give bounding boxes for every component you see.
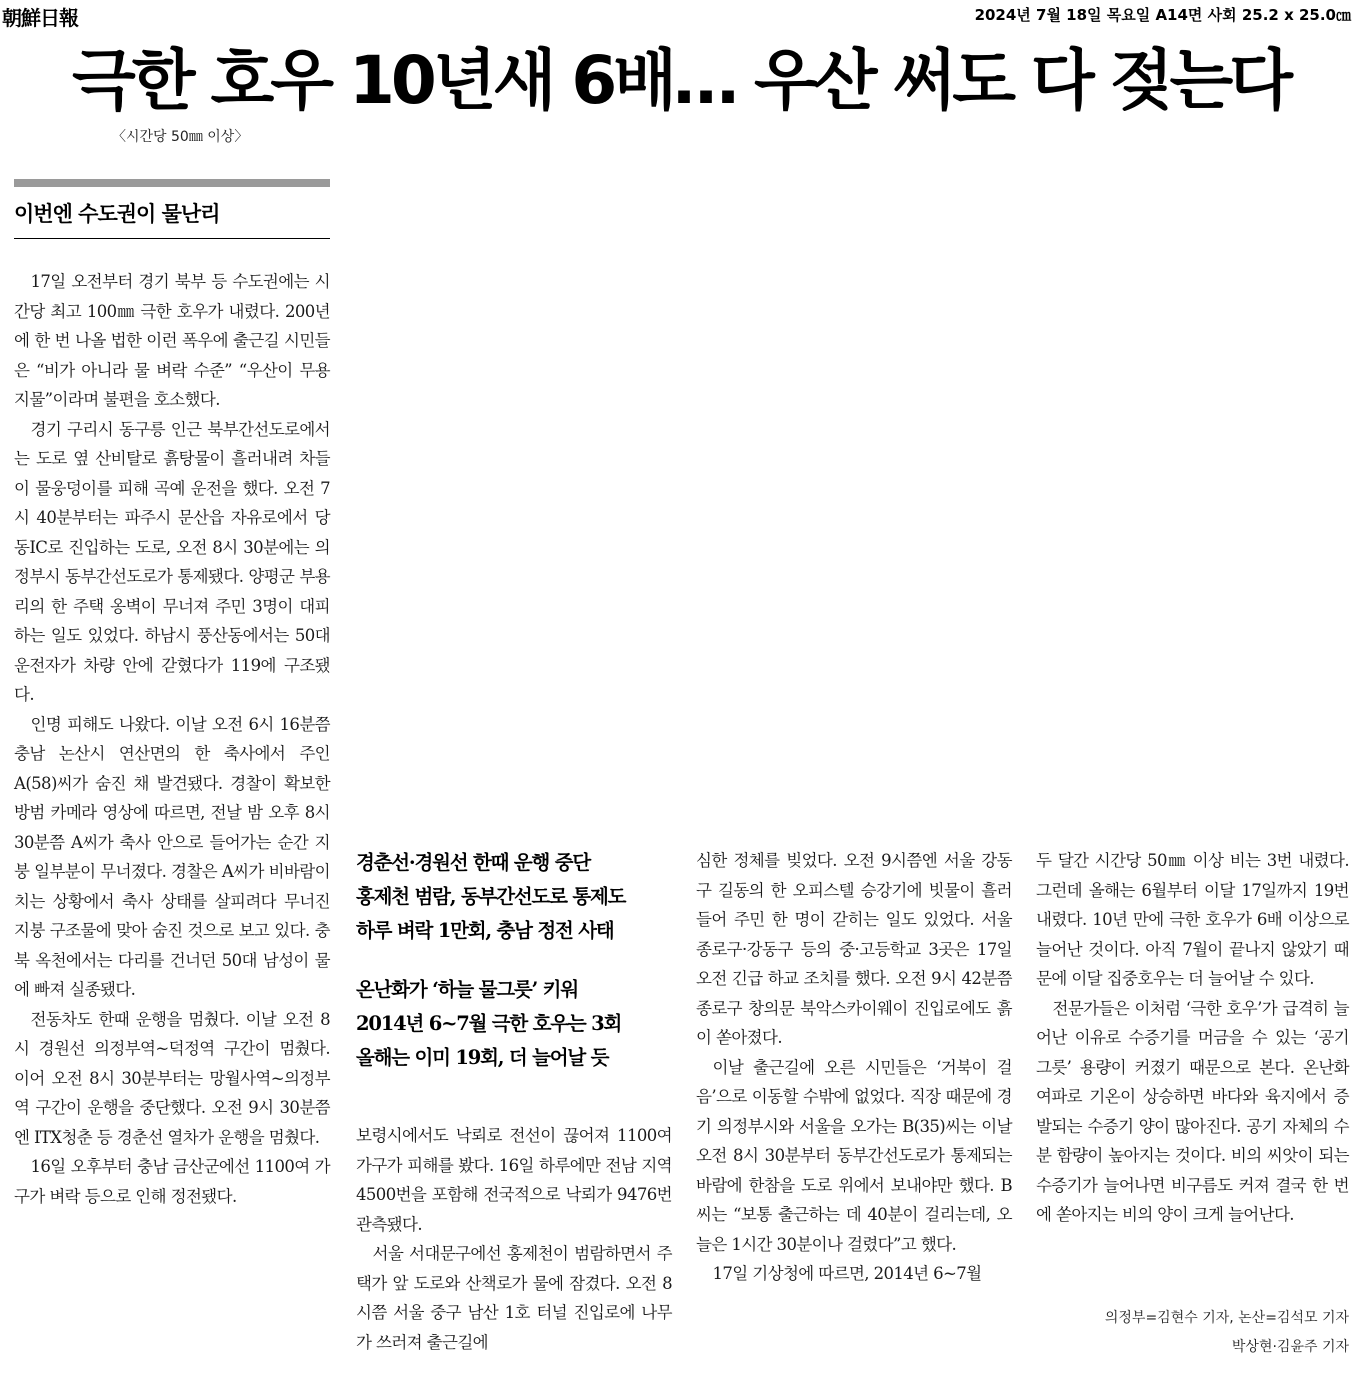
paragraph: 경기 구리시 동구릉 인근 북부간선도로에서는 도로 옆 산비탈로 흙탕물이 흘러내려 차들이 물웅덩이를 피해 곡예 운전을 했다. 오전 7시 40분부터는 파주시 문산읍 자유로에서 당동IC로 진입하는 도로, 오전 8시 30분에는 의정부시 동부간선도로가 통제됐다. 양평군 부용리의 한 주택 옹벽이 무너져 주민 3명이 대피하는 일도 있었다. 하남시 풍산동에서는 50대 운전자가 차량 안에 갇혔다가 119에 구조됐다.: [14, 419, 330, 704]
paragraph: 17일 오전부터 경기 북부 등 수도권에는 시간당 최고 100㎜ 극한 호우가 내렸다. 200년에 한 번 나올 법한 이런 폭우에 출근길 시민들은 “비가 아니라 물 벼락 수준” “우산이 무용지물”이라며 불편을 호소했다.: [14, 272, 330, 409]
paragraph: 심한 정체를 빚었다. 오전 9시쯤엔 서울 강동구 길동의 한 오피스텔 승강기에 빗물이 흘러들어 주민 한 명이 갇히는 일도 있었다. 서울 종로구·강동구 등의 중·고등학교 3곳은 17일 오전 긴급 하교 조치를 했다. 오전 9시 42분쯤 종로구 창의문 북악스카이웨이 진입로에도 흙이 쏟아졌다.: [696, 851, 1012, 1047]
paragraph: 전동차도 한때 운행을 멈췄다. 이날 오전 8시 경원선 의정부역~덕정역 구간이 멈췄다. 이어 오전 8시 30분부터는 망월사역~의정부역 구간이 운행을 중단했다. 오전 9시 30분쯤엔 ITX청춘 등 경춘선 열차가 운행을 멈췄다.: [14, 1009, 330, 1147]
paragraph: 전문가들은 이처럼 ‘극한 호우’가 급격히 늘어난 이유로 수증기를 머금을 수 있는 ‘공기 그릇’ 용량이 커졌기 때문으로 본다. 온난화 여파로 기온이 상승하면 바다와 육지에서 증발되는 수증기 양이 많아진다. 공기 자체의 수분 함량이 높아지는 것이다. 비의 씨앗이 되는 수증기가 늘어나면 비구름도 커져 결국 한 번에 쏟아지는 비의 양이 크게 늘어난다.: [1036, 998, 1349, 1224]
headline: 극한 호우 10년새 6배… 우산 써도 다 젖는다: [72, 42, 1289, 119]
subhead-rule: [14, 238, 330, 239]
article-column-4: [1036, 846, 1349, 1230]
subhead: 이번엔 수도권이 물난리: [14, 202, 220, 226]
paragraph: 16일 오후부터 충남 금산군에선 1100여 가구가 벼락 등으로 인해 정전됐다.: [14, 1157, 330, 1206]
deck-group-2: [356, 973, 674, 1075]
deck-line: 하루 벼락 1만회, 충남 정전 사태: [356, 919, 614, 942]
paragraph: 서울 서대문구에선 홍제천이 범람하면서 주택가 앞 도로와 산책로가 물에 잠겼다. 오전 8시쯤 서울 중구 남산 1호 터널 진입로에 나무가 쓰러져 출근길에: [356, 1244, 672, 1352]
paragraph: 인명 피해도 나왔다. 이날 오전 6시 16분쯤 충남 논산시 연산면의 한 축사에서 주인 A(58)씨가 숨진 채 발견됐다. 경찰이 확보한 방범 카메라 영상에 따르면, 전날 밤 오후 8시 30분쯤 A씨가 축사 안으로 들어가는 순간 지붕 일부분이 무너졌다. 경찰은 A씨가 비바람이 치는 상황에서 축사 상태를 살피려다 무너진 지붕 구조물에 맞아 숨진 것으로 보고 있다. 충북 옥천에서는 다리를 건너던 50대 남성이 물에 빠져 실종됐다.: [14, 714, 330, 999]
section-divider: [14, 179, 330, 187]
byline-line: 박상현·김윤주 기자: [1231, 1339, 1349, 1355]
paragraph: 이날 출근길에 오른 시민들은 ‘거북이 걸음’으로 이동할 수밖에 없었다. 직장 때문에 경기 의정부시와 서울을 오가는 B(35)씨는 이날 오전 8시 30분부터 동부간선도로가 통제되는 바람에 한참을 도로 위에서 보내야만 했다. B씨는 “보통 출근하는 데 40분이 걸리는데, 오늘은 1시간 30분이나 걸렸다”고 했다.: [696, 1057, 1012, 1254]
article-column-3: [696, 846, 1012, 1289]
deck-line: 2014년 6~7월 극한 호우는 3회: [356, 1012, 622, 1035]
byline: [1036, 1304, 1349, 1362]
deck-line: 홍제천 범람, 동부간선도로 통제도: [356, 885, 626, 908]
deck-group-1: [356, 846, 674, 948]
byline-line: 의정부=김현수 기자, 논산=김석모 기자: [1104, 1310, 1349, 1326]
paragraph: 17일 기상청에 따르면, 2014년 6~7월: [712, 1264, 982, 1283]
article-column-1: [14, 267, 330, 1211]
headline-caption: 〈시간당 50㎜ 이상〉: [112, 129, 249, 145]
deck-line: 온난화가 ‘하늘 물그릇’ 키워: [356, 978, 578, 1001]
page-info: 2024년 7월 18일 목요일 A14면 사회 25.2 x 25.0㎝: [974, 6, 1351, 24]
paragraph: 두 달간 시간당 50㎜ 이상 비는 3번 내렸다. 그런데 올해는 6월부터 이달 17일까지 19번 내렸다. 10년 만에 극한 호우가 6배 이상으로 늘어난 것이다. 아직 7월이 끝나지 않았기 때문에 이달 집중호우는 더 늘어날 수 있다.: [1036, 851, 1349, 988]
article-column-2: [356, 1121, 672, 1357]
deck-line: 경춘선·경원선 한때 운행 중단: [356, 851, 590, 874]
paragraph: 보령시에서도 낙뢰로 전선이 끊어져 1100여 가구가 피해를 봤다. 16일 하루에만 전남 지역 4500번을 포함해 전국적으로 낙뢰가 9476번 관측됐다.: [356, 1126, 672, 1234]
newspaper-logo: 朝鮮日報: [2, 6, 78, 30]
deck-line: 올해는 이미 19회, 더 늘어날 듯: [356, 1046, 609, 1069]
